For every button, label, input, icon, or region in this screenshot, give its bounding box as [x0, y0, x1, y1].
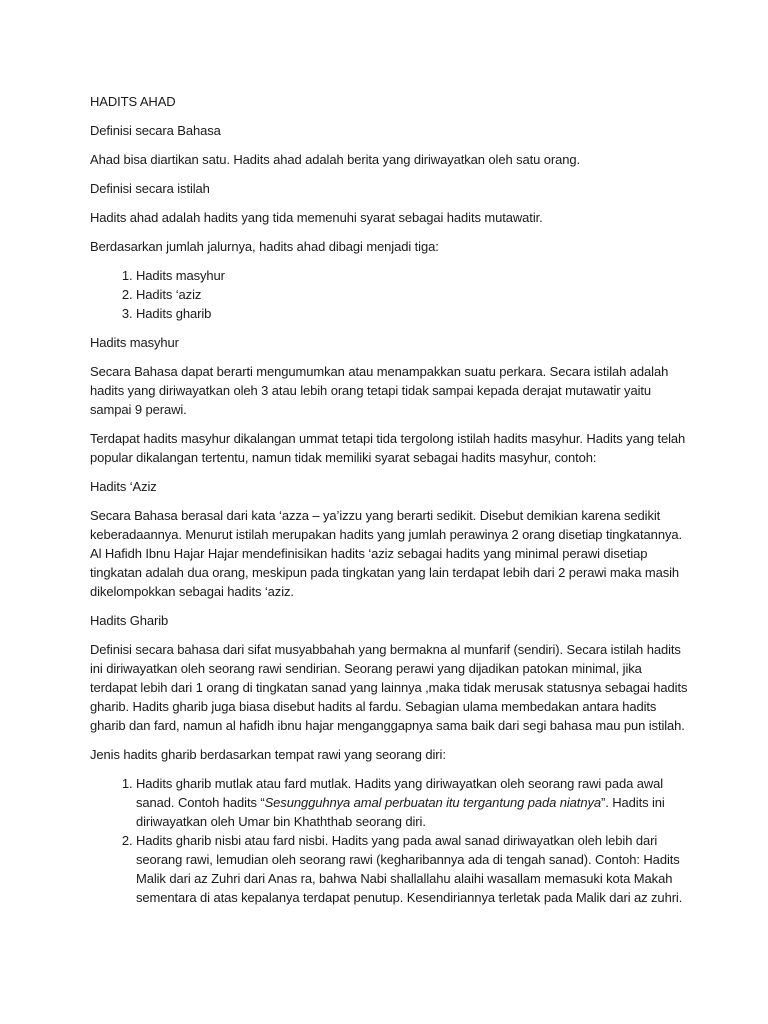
- division-item-aziz: 2. Hadits ‘aziz: [136, 285, 690, 304]
- division-item-masyhur: 1. Hadits masyhur: [136, 266, 690, 285]
- def-bahasa-text: Ahad bisa diartikan satu. Hadits ahad adalah berita yang diriwayatkan oleh satu orang.: [90, 152, 581, 167]
- gharib-type-mutlak-text-end: ”. Hadits ini diriwayatkan oleh Umar bin Khaththab seorang diri.: [136, 795, 665, 829]
- division-list: [90, 266, 690, 323]
- aziz-paragraph: Secara Bahasa berasal dari kata ‘azza – ya’izzu yang berarti sedikit. Disebut demikian karena sedikit keberadaannya. Menurut istilah merupakan hadits yang jumlah perawinya 2 orang disetiap tingkatannya. Al Hafidh Ibnu Hajar Hajar mendefinisikan hadits ‘aziz sebagai hadits yang minimal perawi disetiap tingkatan adalah dua orang, meskipun pada tingkatan yang lain terdapat lebih dari 2 perawi maka masih dikelompokkan sebagai hadits ‘aziz.: [90, 508, 682, 599]
- gharib-heading: Hadits Gharib: [90, 613, 169, 628]
- aziz-heading: Hadits ‘Aziz: [90, 479, 157, 494]
- masyhur-paragraph-2: Terdapat hadits masyhur dikalangan ummat tetapi tida tergolong istilah hadits masyhur. Hadits yang telah popular dikalangan tertentu, namun tidak memiliki syarat sebagai hadits masyhur, contoh:: [90, 431, 686, 465]
- gharib-type-nisbi: 2. Hadits gharib nisbi atau fard nisbi. Hadits yang pada awal sanad diriwayatkan oleh lebih dari seorang rawi, lemudian oleh seorang rawi (kegharibannya ada di tengah sanad). Contoh: Hadits Malik dari az Zuhri dari Anas ra, bahwa Nabi shallallahu alaihi wasallam memasuki kota Makah sementara di atas kepalanya terdapat penutup. Kesendiriannya terletak pada Malik dari az zuhri.: [136, 831, 690, 907]
- division-item-gharib: 3. Hadits gharib: [136, 304, 690, 323]
- masyhur-heading: Hadits masyhur: [90, 335, 179, 350]
- division-intro: Berdasarkan jumlah jalurnya, hadits ahad dibagi menjadi tiga:: [90, 239, 439, 254]
- gharib-paragraph: Definisi secara bahasa dari sifat musyabbahah yang bermakna al munfarif (sendiri). Secara istilah hadits ini diriwayatkan oleh seorang rawi sendirian. Seorang perawi yang dijadikan patokan minimal, jika terdapat lebih dari 1 orang di tingkatan sanad yang lainnya ,maka tidak merusak statusnya sebagai hadits gharib. Hadits gharib juga biasa disebut hadits al fardu. Sebagian ulama membedakan antara hadits gharib dan fard, namun al hafidh ibnu hajar menganggapnya sama baik dari segi bahasa mau pun istilah.: [90, 642, 688, 733]
- def-istilah-text: Hadits ahad adalah hadits yang tida memenuhi syarat sebagai hadits mutawatir.: [90, 210, 543, 225]
- gharib-type-mutlak-example: Sesungguhnya amal perbuatan itu tergantung pada niatnya: [264, 795, 601, 810]
- masyhur-paragraph-1: Secara Bahasa dapat berarti mengumumkan atau menampakkan suatu perkara. Secara istilah adalah hadits yang diriwayatkan oleh 3 atau lebih orang tetapi tidak sampai kepada derajat mutawatir yaitu sampai 9 perawi.: [90, 364, 669, 417]
- gharib-type-mutlak-text-start: Hadits gharib mutlak atau fard mutlak. Hadits yang diriwayatkan oleh seorang rawi pada awal sanad. Contoh hadits “: [136, 776, 664, 810]
- gharib-types-list: [90, 774, 690, 907]
- gharib-types-intro: Jenis hadits gharib berdasarkan tempat rawi yang seorang diri:: [90, 747, 446, 762]
- def-bahasa-heading: Definisi secara Bahasa: [90, 123, 221, 138]
- document-page: [90, 92, 690, 917]
- document-title: HADITS AHAD: [90, 94, 176, 109]
- def-istilah-heading: Definisi secara istilah: [90, 181, 210, 196]
- gharib-type-mutlak: [136, 774, 690, 831]
